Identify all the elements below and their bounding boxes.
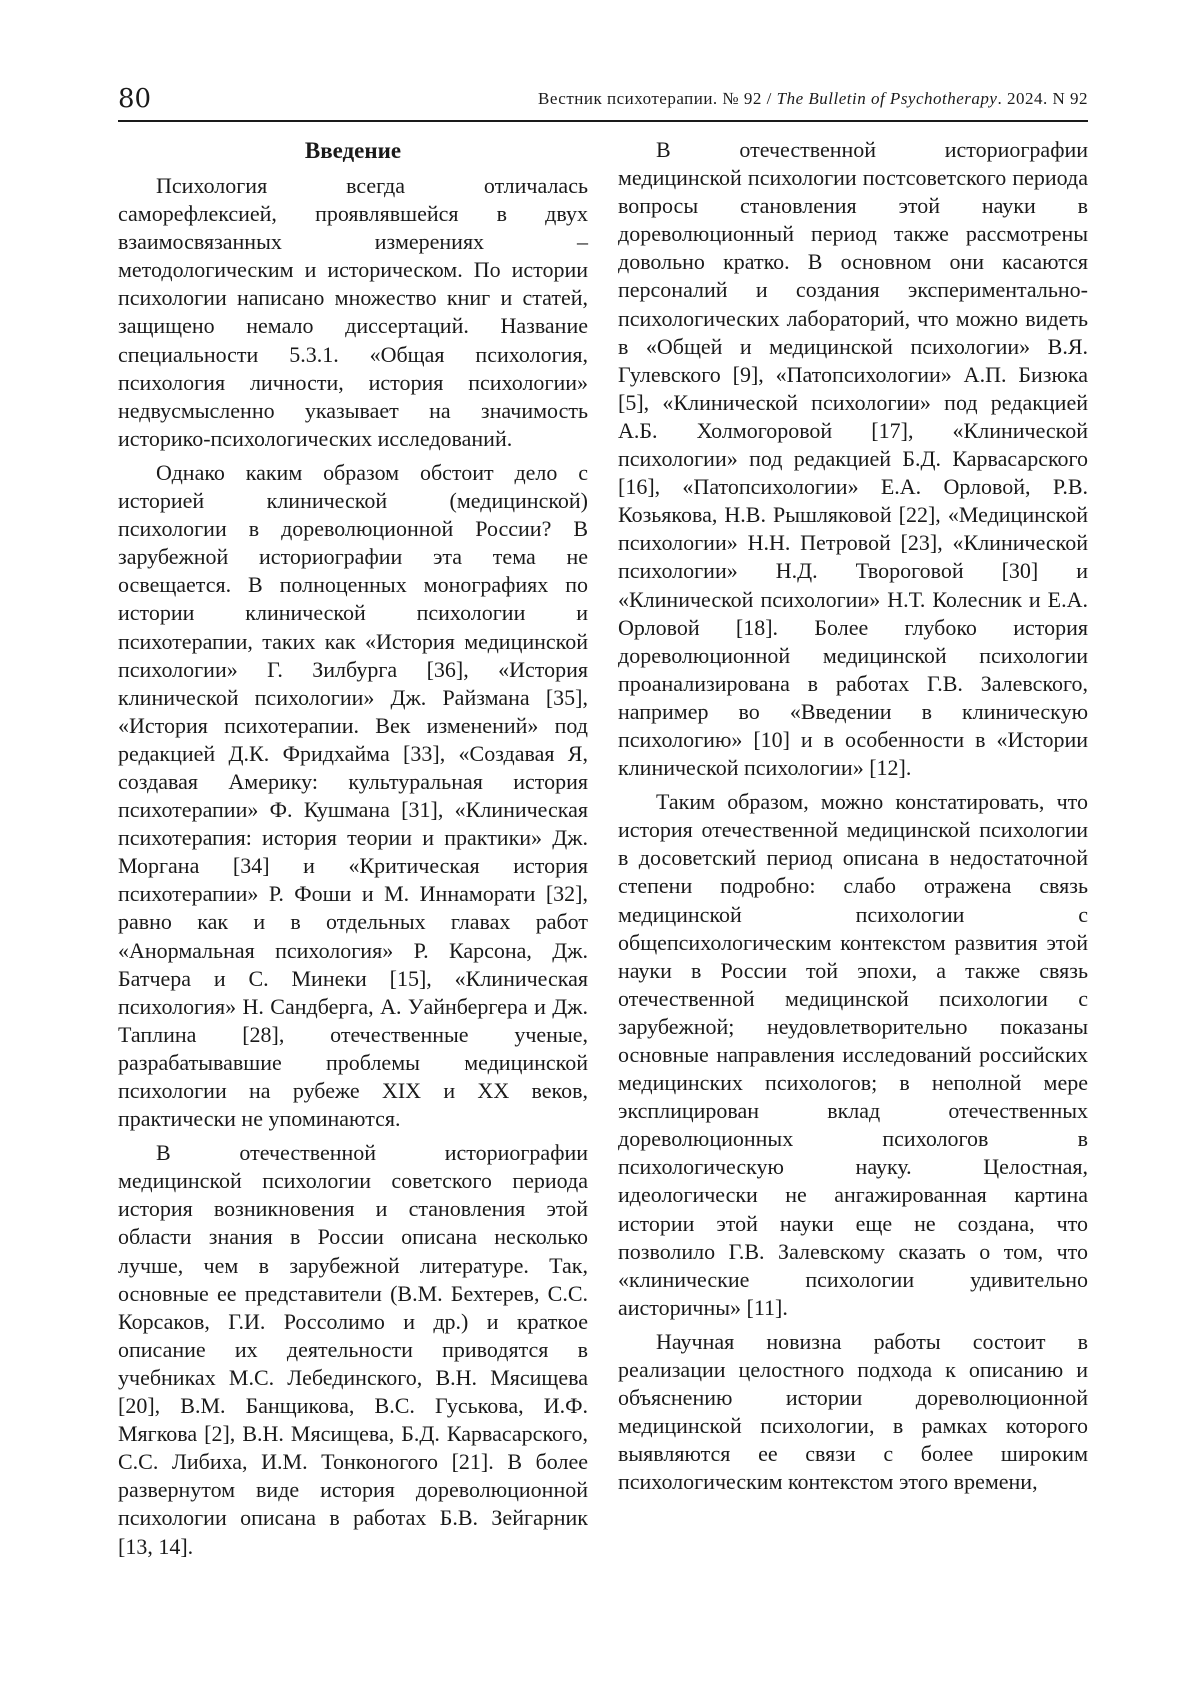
page-number: 80 xyxy=(118,84,152,114)
right-column xyxy=(618,136,1088,1503)
running-head-separator: / xyxy=(761,89,777,108)
paragraph: В отечественной историографии медицинской психологии советского периода история возникновения и становления этой области знания в России описана несколько лучше, чем в зарубежной литературе. Так, основные ее представители (В.М. Бехтерев, С.С. Корсаков, Г.И. Россолимо и др.) и краткое описание их деятельности приводятся в учебниках М.С. Лебединского, В.Н. Мясищева [20], В.М. Банщикова, В.С. Гуськова, И.Ф. Мягкова [2], В.Н. Мясищева, Б.Д. Карвасарского, С.С. Либиха, И.М. Тонконогого [21]. В более развернутом виде история дореволюционной психологии описана в работах Б.В. Зейгарник [13, 14]. xyxy=(118,1140,588,1559)
journal-issue: . 2024. N 92 xyxy=(997,89,1088,108)
paragraph: Однако каким образом обстоит дело с историей клинической (медицинской) психологии в дореволюционной России? В зарубежной историографии эта тема не освещается. В полноценных монографиях по истории клинической психологии и психотерапии, таких как «История медицинской психологии» Г. Зилбурга [36], «История клинической психологии» Дж. Райзмана [35], «История психотерапии. Век изменений» под редакцией Д.К. Фридхайма [33], «Создавая Я, создавая Америку: культуральная история психотерапии» Ф. Кушмана [31], «Клиническая психотерапия: история теории и практики» Дж. Моргана [34] и «Критическая история психотерапии» Р. Фоши и М. Иннаморати [32], равно как и в отдельных главах работ «Анормальная психология» Р. Карсона, Дж. Батчера и С. Минеки [15], «Клиническая психология» Н. Сандберга, А. Уайнбергера и Дж. Таплина [28], отечественные ученые, разрабатывавшие проблемы медицинской психологии на рубеже XIX и XX веков, практически не упоминаются. xyxy=(118,459,588,1132)
paragraph: Психология всегда отличалась саморефлексией, проявлявшейся в двух взаимосвязанных измерениях – методологическим и историческом. По истории психологии написано множество книг и статей, защищено немало диссертаций. Название специальности 5.3.1. «Общая психология, психология личности, история психологии» недвусмысленно указывает на значимость историко-психологических исследований. xyxy=(118,173,588,451)
paragraph: Научная новизна работы состоит в реализации целостного подхода к описанию и объяснению истории дореволюционной медицинской психологии, в рамках которого выявляются ее связи с более широким психологическим контекстом этого времени, xyxy=(618,1328,1088,1495)
page-header xyxy=(118,82,1088,116)
section-title: Введение xyxy=(304,138,402,163)
paragraph: Таким образом, можно констатировать, что история отечественной медицинской психологии в досоветский период описана в недостаточной степени подробно: слабо отражена связь медицинской психологии с общепсихологическим контекстом развития этой науки в России той эпохи, а также связь отечественной медицинской психологии с зарубежной; неудовлетворительно показаны основные направления исследований российских медицинских психологов; в неполной мере эксплицирован вклад отечественных дореволюционных психологов в психологическую науку. Целостная, идеологически не ангажированная картина истории этой науки еще не создана, что позволило Г.В. Залевскому сказать о том, что «клинические психологии удивительно аисторичны» [11]. xyxy=(618,789,1088,1320)
journal-title-en: The Bulletin of Psychotherapy xyxy=(776,89,998,108)
running-head xyxy=(538,86,1088,112)
paragraph: В отечественной историографии медицинской психологии постсоветского периода вопросы становления этой науки в дореволюционный период также рассмотрены довольно кратко. В основном они касаются персоналий и создания экспериментально-психологических лабораторий, что можно видеть в «Общей и медицинской психологии» В.Я. Гулевского [9], «Патопсихологии» А.П. Бизюка [5], «Клинической психологии» под редакцией А.Б. Холмогоровой [17], «Клинической психологии» под редакцией Б.Д. Карвасарского [16], «Патопсихологии» Е.А. Орловой, Р.В. Козьякова, Н.В. Рышляковой [22], «Медицинской психологии» Н.Н. Петровой [23], «Клинической психологии» Н.Д. Твороговой [30] и «Клинической психологии» Н.Т. Колесник и Е.А. Орловой [18]. Более глубоко история дореволюционной медицинской психологии проанализирована в работах Г.В. Залевского, например во «Введении в клиническую психологию» [10] и в особенности в «Истории клинической психологии» [12]. xyxy=(618,137,1088,781)
header-rule xyxy=(118,120,1088,122)
left-column xyxy=(118,136,588,1567)
journal-title-ru: Вестник психотерапии. № 92 xyxy=(537,89,762,108)
